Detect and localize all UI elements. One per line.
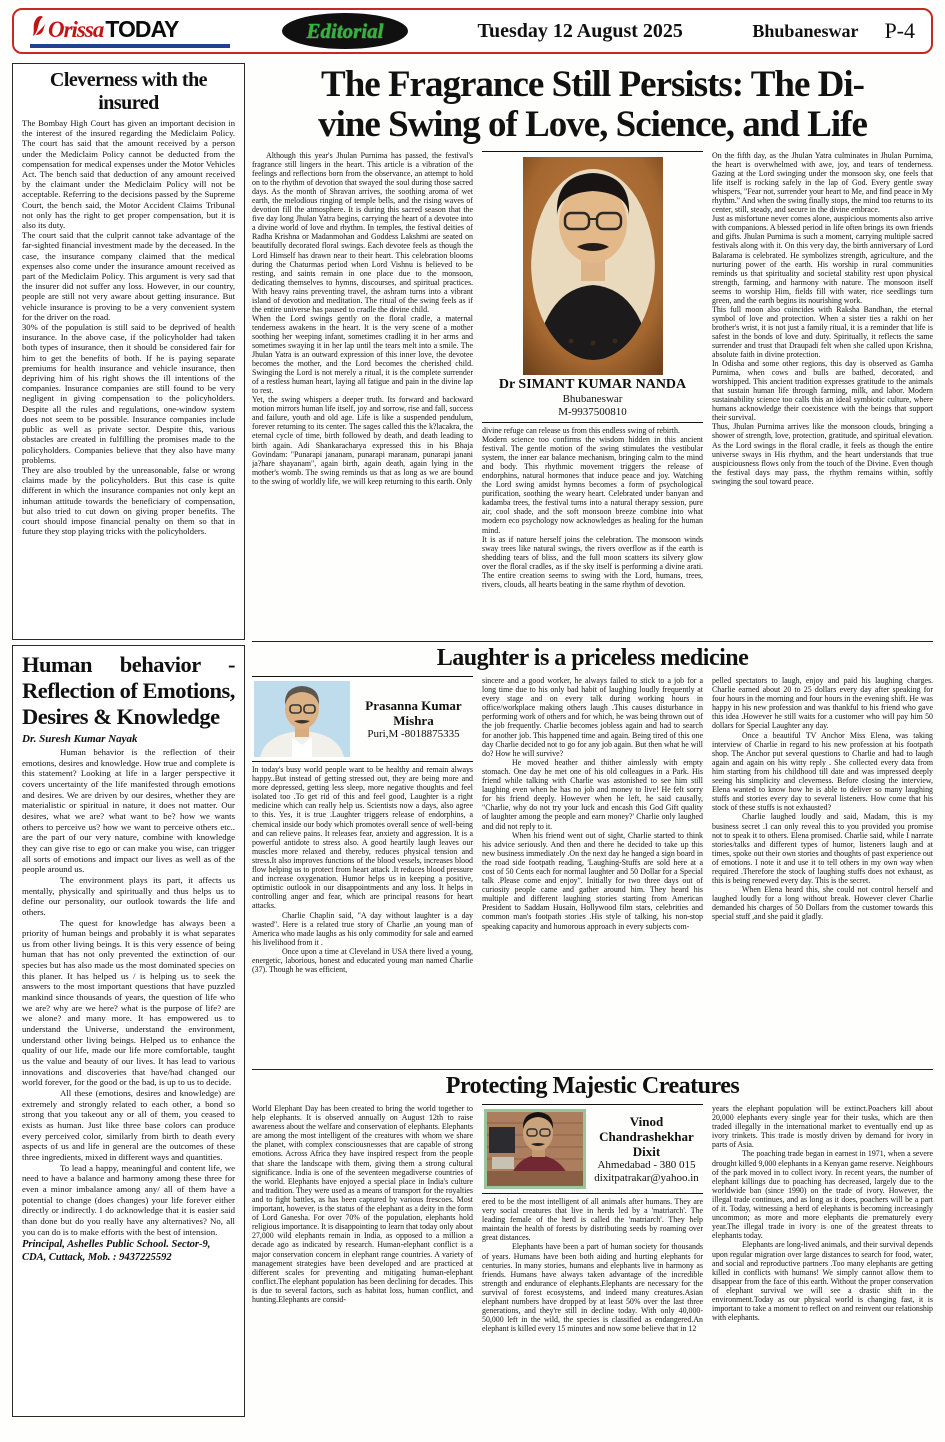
paragraph: The Bombay High Court has given an important decision in the interest of the insured regarding the Mediclaim Policy. The court has said that the amount received by a person under the Mediclaim Policy cannot be deducted from the compensation for medical expenses under the Motor Vehicles Act. The bench said that deduction of any amount received by the claimant under the Mediclaim Policy will not be acceptable. Referring to the decisions passed by the Supreme Court, the bench said, the Motor Accident Claims Tribunal not only has the right to get proper compensation, but it is also its duty. [22,118,235,231]
article-laughter [252,645,933,1070]
laughter-columns [252,676,933,1070]
author-email: dixitpatrakar@yahoo.in [594,1171,699,1184]
masthead-page-number: P-4 [884,18,915,43]
author-place: Bhubaneswar [562,393,623,405]
paragraph: Elephants are long-lived animals, and their survival depends upon regular migration over large distances to search for food, water, and social and reproductive partners .Too many elephants are getting killed in conflicts with humans! We simply cannot allow them to disappear from the face of this earth. Without the proper conservation of elephant survival we will see a drastic shift in the environment.Today as our physical world is changing fast, it is important to take a moment to reflect on and reinvent our relationship with elephants. [712,1240,933,1323]
paragraph: The court said that the culprit cannot take advantage of the far-sighted financial investment made by the deceased. In the case, the insurance company claimed that the medical expenses also come under the insurance amount received as part of the Mediclaim Policy. This argument is very sad that the insurer did not suffer any loss. However, in our country, people are still not very aware about getting insurance. But vehicle insurance is proving to be a very convenient system for the driver on the road. [22,230,235,322]
author-name: Vinod Chandrashekhar Dixit [599,1113,694,1159]
paragraph: This full moon also coincides with Raksha Bandhan, the eternal symbol of love and protection. When a sister ties a rakhi on her brother's wrist, it is not just a family ritual, it is a reminder that life is safest in the bonds of love and duty. Spiritually, it reflects the same surrender and trust that Draupadi felt when she called upon Krishna, absolute faith in divine protection. [712,304,933,360]
main-area [252,63,933,1422]
author-name: Dr SIMANT KUMAR NANDA [498,377,687,392]
headline-line: The Fragrance Still Persists: The Di- [321,64,864,105]
article-fragrance [252,65,933,642]
article-body [22,118,235,536]
editorial-badge-label: Editorial [306,18,384,43]
elephant-columns [252,1104,933,1422]
paragraph: To lead a happy, meaningful and content life, we need to have a balance and harmony among these three for even a minor imbalance among any/ all of them have a potential to change (does changes) your life forever either directly or indirectly. I do acknowledge that it is easier said than done but do you really have any alternatives? No, all you can do is to make efforts with the best of intension. [22,1162,235,1237]
paragraph: On the fifth day, as the Jhulan Yatra culminates in Jhulan Purnima, the heart is overwhelmed with awe, joy, and tears of tenderness. Gazing at the Lord swinging under the monsoon sky, one feels that life itself is rocking safely in the lap of God. Every gentle sway whispers, "Fear not, surrender your heart to Me, and find peace in My rhythm." And when the swing finally stops, the mind too returns to its center, still, steady, and secure in the divine embrace. [712,151,933,215]
paragraph: It is as if nature herself joins the celebration. The monsoon winds sway trees like natural swings, the rivers overflow as if the earth is shedding tears of bliss, and the full moon scatters its silvery glow over the floral cradles, as if the sky itself is performing a divine arati. The entire creation seems to swing with the Lord, humans, trees, rivers, clouds, all hearts beating in the same rhythm of devotion. [482,534,703,589]
column-2 [482,151,703,639]
newspaper-logo [30,15,248,48]
article-title [22,652,235,730]
main-headline [252,65,933,145]
paragraph: years the elephant population will be extinct.Poachers kill about 20,000 elephants every single year for their tusks, which are then traded illegally in the international market to eventually end up as ivory trinkets. This trade is mostly driven by demand for ivory in parts of Asia. [712,1104,933,1150]
paragraph: pelled spectators to laugh, enjoy and paid his laughing charges. Charlie earned about 20 to 25 dollars every day after speaking for four hours in the morning and four hours in the evening shift. He was happy in his new profession and was thankful to his friend who gave this idea .However he still waits for a customer who will pay him 50 dollars for Special Laughter any day. [712,676,933,731]
paragraph: World Elephant Day has been created to bring the world together to help elephants. It is observed annually on August 12th to raise awareness about the welfare and conservation of elephants. Elephants are among the most intelligent of the creatures with whom we share the planet, with complex consciousnesses that are capable of strong emotions. Across Africa they have inspired respect from the people that share the landscape with them, giving them a strong cultural significance. India is one of the seventeen megadiverse countries of the world. Elephants have enjoyed a special place in India's culture and tradition. They were used as a means of transport for the royalties and to fight battles, as has been captured by various frescoes. Most important, however, is the status of the elephant as a deity in the form of Lord Ganesha. For over 70% of the population, elephants hold religious importance. It is disappointing to learn that today only about 27,000 wild elephants remain in India, as opposed to a million a decade ago as indicated by research. Human-elephant conflict is a major conservation concern in elephant range countries. A variety of management strategies have been developed and are practiced at different scales for preventing and mitigating human-elephant conflict.The elephant population has been declining for decades. This is due to several factors, such as habitat loss, human conflict, and hunting.Elephants are consid- [252,1104,473,1304]
paragraph: In Odisha and some other regions, this day is observed as Gamha Purnima, when cows and bulls are bathed, decorated, and worshipped. This ancient tradition expresses gratitude to the animals that sustain human life through farming, milk, and labor. Modern sustainability science too calls this an ideal symbiotic culture, where humans acknowledge their coexistence with the beings that support their survival. [712,359,933,423]
logo-underline-bar [30,44,230,48]
paragraph: divine refuge can release us from this endless swing of rebirth. [482,426,680,435]
paragraph: The poaching trade began in earnest in 1971, when a severe drought killed 9,000 elephants in a Kenyan game reserve. Neighbours of the park moved in to collect ivory. In recent years, the number of elephant killings due to poaching has decreased, largely due to the worldwide ban (since 1990) on the trade of ivory. However, the illegal trade continues, and as long as it does, poachers will be a part of it. Today, witnessing a herd of elephants is becoming increasingly uncommon; as more and more elephants die prematurely every year.The illegal trade in ivory is one of the greatest threats to elephants today. [712,1149,933,1241]
author-byline-box [482,1104,703,1194]
paragraph: Once a beautiful TV Anchor Miss Elena, was taking interview of Charlie in regard to his new profession at his footpath shop. The Anchor put several questions to Charlie and had to laugh again and again on his witty reply . She collected every data from him starting from his childhood till date and was impressed deeply seeing his simplicity and cleverness. Before closing the interview, Elena wanted to know how he is able to deliver so many laughing stuffs and stories every day to several listeners. How come that his stock of these stuffs is not exhausted? [712,730,933,813]
author-place: Ahmedabad - 380 015 [597,1158,696,1171]
paragraph: When his friend went out of sight, Charlie started to think his advice seriously. And then and there he decided to take up this new business immediately .On the next day he hanged a sign board in the road side footpath reading, 'Laughing-Stuffs are sold here at a cost of 50 Cents each for normal laughter and 50 Dollar for a Special talk .Please come and enjoy". Initially for two three days out of curiosity people came and gather around him. They heard his multiple and different laughing stories starting from American President to Saddam Husain, Hollywood film stars, celebrities and common man's footpath stories .His style of talking, his non-stop speaking capacity and humorous approach in every subjects com- [482,830,703,931]
column-3 [712,151,933,639]
logo-bold: TODAY [105,15,179,42]
paragraph: Yet, the swing whispers a deeper truth. Its forward and backward motion mirrors human life itself, joy and sorrow, rise and fall, success and failure, youth and old age. Life is like a suspended pendulum, forever returning to its center. The sages called this the k?lacakra, the eternal cycle of time, birth followed by death, and death leading to birth again. Adi Shankaracharya expressed this in his Bhaja Govindam: "Punarapi jananam, punarapi maranam, punarapi janani ja?hare shayanam", again birth, again death, again lying in the mother's womb. The swing reminds us that as long as we are bound to the swing of worldly life, we will keep returning to this earth. Only [252,395,473,486]
paragraph: Human behavior is the reflection of their emotions, desires and knowledge. How true and complete is this statement? Looking at life in a larger perspective it covers uncertainty of the life manifested through emotions and desires. We are driven by our desires, whether they are materialistic or spiritual in nature, it does not matter. Our desires, what we are? what want to be? how we wants others to perceive us? how we want to perceive others etc.. are the part of our very nature, combine with knowledge they can give rise to ego or can make you wise, can trigger all sorts of emotions and impact our lives as well as of the people around us. [22,747,235,875]
paragraph: They are also troubled by the unreasonable, false or wrong claims made by the policyholders. But this case is quite different in which the insurance companies not only kept an inhuman attitude towards the beneficiary of compensation, but also tried to cut down on giving proper benefits. The court should impose financial penalty on them so that in future they stop playing tricks with the policyholders. [22,464,235,537]
paragraph: Charlie Chaplin said, "A day without laughter is a day wasted". Here is a related true story of Charlie ,an young man of America who made laughs as his only commodity for sale and earned his livelihood from it . [252,910,473,947]
title-line: Desires & Knowledge [22,704,220,729]
paragraph: When the Lord swings gently on the floral cradle, a maternal tenderness awakens in the heart. It is the very scene of a mother soothing her weeping infant, sometimes cradling it in her arms and sometimes swaying it in her lap until the tears melt into a smile. The Jhulan Yatra is an outward expression of this inner love, the devotee becomes the mother, and the Lord becomes the cherished child. Swinging the Lord is not merely a ritual, it is the complete surrender of a restless human heart, laying all fatigue and pain in the divine lap to rest. [252,313,473,396]
author-photo-box [482,151,703,423]
article-elephant [252,1073,933,1422]
portrait-photo-prasanna-mishra [254,681,350,757]
logo-script: Orissa [48,16,104,42]
section-title: Protecting Majestic Creatures [445,1073,740,1099]
title-line: Human behavior - [22,652,235,677]
column-1-text [252,765,473,974]
byline-text [592,1114,701,1185]
paragraph: Once upon a time at Cleveland in USA there lived a young, energetic, laborious, honest and educated young man named Charlie (37). Though he was efficient, [252,946,473,975]
byline-text [356,698,471,741]
article-body [22,747,235,1237]
masthead-city: Bhubaneswar [752,20,859,41]
column-3 [712,1104,933,1422]
section-title: Laughter is a priceless medicine [436,645,749,671]
paragraph: sincere and a good worker, he always failed to stick to a job for a long time due to his only bad habit of laughing loudly frequently at every stage and on every talk during working hours in office/workplace making others laugh .This causes disturbance in performing work of others and for which, he was being thrown out of the job frequently. Charlie becomes jobless again and had to search for another job. This happened time and again. Being tired of this one day Charlie decided not to go for any job again. But then what he will do? How he will survive? [482,676,703,758]
fragrance-columns [252,151,933,642]
title-line: Reflection of Emotions, [22,678,235,703]
column-1 [252,151,473,639]
author-contact: Puri,M -8018875335 [367,727,460,740]
paragraph: ered to be the most intelligent of all animals after humans. They are very social creatures that live in herds led by a 'matriarch'. The leading female of the herd is called the 'matriarch'. They help maintain the health of forests by distributing seeds by roaming over great distances. [482,1197,703,1243]
page-content [12,63,933,1422]
headline-line: vine Swing of Love, Science, and Life [318,104,867,145]
article-title: Cleverness with the insured [49,69,208,114]
column-1 [252,676,473,1067]
masthead [12,8,933,54]
author-byline-box [252,676,473,762]
column-2 [482,676,703,1067]
paragraph: All these (emotions, desires and knowledge) are extremely and strongly related to each other, a bond so strong that you takeout any or all of them, you ceased to exists as human. Just like three base colors can produce every perceived color, similarly from birth to death every aspects of us and life in general are the outcomes of these three ingredients, mixed in different ways and quantities. [22,1088,235,1162]
paragraph: Elephants have been a part of human society for thousands of years. Humans have been both aiding and hurting elephants for centuries. In many stories, humans and elephants live in harmony as friends. Humans have always taken advantage of the incredible strength and endurance of elephants.Elephants are necessary for the survival of forest ecosystems, and indeed many creatures.Asian elephant numbers have dropped by at least 50% over the last three generations, and they're still in decline today. With only 40,000-50,000 left in the wild, the species is classified as endangered.An elephant is killed every 15 minutes and now some believe that in 12 [482,1242,703,1334]
column-2-text [482,1197,703,1333]
paragraph: Although this year's Jhulan Purnima has passed, the festival's fragrance still lingers in the heart. This article is a vibration of the feelings and reflections born from the observance, an attempt to hold on to the rhythm of devotion that swayed the soul during those sacred days. As the month of Shravan arrives, the soothing aroma of wet earth, the melodious ringing of temple bells, and the rising waves of devotion fill the atmosphere. It is during this sacred season that the five day long Jhulan Yatra begins, carrying the heart of a devotee into a divine world of love and rhythm. In temples, the festival deities of Radha Krishna or Madanmohan and Goddess Lakshmi are seated on beautifully decorated floral swings. Each devotee feels as though the Lord Himself has drawn near to their heart. This celebration blooms during the Chaturmas period when Lord Vishnu is believed to be resting, and saints remain in one place due to the monsoon, dedicating themselves to hymns, discourses, and spiritual practices. With heavy rains preventing travel, the ashram turns into a vibrant island of devotion and meditation. The ritual of the swing feels as if the entire universe has paused to cradle the divine child. [252,151,473,314]
paragraph: He moved heather and thither aimlessly with empty stomach. One day he met one of his old colleagues in a Park. His friend while talking with Charlie was astonished to see him still laughing even when he has no job and money to live! He felt sorry for his friend deeply. However when he left, he said causally, "Charlie, why do not try your luck and encash this God Gift quality of laughter among the people and earn money?' Charlie only laughed and did not reply to it. [482,757,703,831]
column-2 [482,1104,703,1422]
left-rail [12,63,245,1422]
paragraph: In today's busy world people want to be healthy and remain always happy..But instead of getting stressed out, they are being more and more depressed, getting less sleep, more negative thoughts and feel isolated too .To get rid of this and feel good, Laughter is a right medicine which can really help us. Scientists now a days, also agree to this. Yes, it is true .Laughter triggers release of endorphins, a chemical inside our body which promotes overall sence of well-being and can relieve pains. It releases fear, anxiety and aggression. It is a powerful antidote to stress also. A good heartily laugh leaves our muscles more relaxed and thereby, reduces physical tension and stress.It also improves functions of the blood vessels, increases blood flow helping us to protect from heart attack .It reduces blood pressure and increase oxygenation. Humor helps us in keeping a positive, optimistic outlook in our disappointments and any loss. It helps in controlling anger and fear, which are principal reasons for heart attacks. [252,765,473,911]
brush-stroke-icon [30,15,46,37]
portrait-photo-vinod-dixit [484,1109,586,1189]
editorial-badge [282,13,408,49]
paragraph: Charlie laughed loudly and said, Madam, this is my business secret .I can only reveal this to you provided you promise not to speak it to others. Elena promised. Charlie said, while I narrate stories/talks and different types of humor, listeners laugh and at times, spoke out their own stories and thoughts of past experience out of emotions. I note it and use it to tell others in my own way when required .Therefore the stock of laughing stuffs does not exhaust, as this is being renewed every day. This is the secret. [712,812,933,886]
paragraph: The environment plays its part, it affects us mentally, physically and spiritually and thus helps us to define our personality, our outlook towards the life and others. [22,874,235,917]
author-signature: Principal, Ashelles Public School. Sector-9, CDA, Cuttack, Mob. : 9437225592 [22,1239,211,1263]
author-name: Prasanna Kumar Mishra [365,697,462,728]
portrait-photo-simant-nanda [523,157,663,375]
article-cleverness-insured [12,63,245,640]
paragraph: Thus, Jhulan Purnima arrives like the monsoon clouds, bringing a shower of strength, love, protection, gratitude, and spiritual elevation. As the Lord swings in the floral cradle, it feels as though the entire universe sways in His rhythm, and the heart understands that true auspiciousness flows only from the touch of the Divine. Even though the festival days may pass, the rhythm remains within, softly swinging the soul toward peace. [712,422,933,486]
column-1 [252,1104,473,1422]
paragraph: 30% of the population is still said to be deprived of health insurance. In the above case, if the policyholder had taken both types of insurance, then it should be considered fair for him to get the benefits of both. If he is paying separate premiums for health insurance and vehicle insurance, then depriving him of his right shows the ill intentions of the companies. Insurance companies are still found to be very negligent in giving compensation to the policyholders. Despite all the rules and regulations, one-window system does not seem to be possible. Insurance companies include public as well as private sector. Despite this, various obstacles are created in fulfilling the promises made to the policyholders. Companies believe that they also have many problems. [22,322,235,465]
column-3 [712,676,933,1067]
paragraph: Modern science too confirms the wisdom hidden in this ancient festival. The gentle motion of the swing stimulates the vestibular system, the inner ear balance mechanism, bringing calm to the mind and body. This rhythmic movement triggers the release of endorphins, natural hormones that induce peace and joy. Watching the Lord swing amidst hymns becomes a form of psychological purification, soothing the weary heart. Celebrated under banyan and kadamba trees, the festival turns into a natural therapy session, pure air, cool shade, and the soft monsoon breeze combine into what modern eco psychology now acknowledges as healing for the human mind. [482,435,703,535]
paragraph: When Elena heard this, she could not control herself and laughed loudly for a long without break. However clever Charlie demanded his charges of 50 Dollars from the customer towards this special stuff ,and she paid it gladly. [712,885,933,922]
author-byline: Dr. Suresh Kumar Nayak [22,733,138,745]
article-human-behavior [12,645,245,1417]
author-phone: M-9937500810 [558,406,627,418]
paragraph: Just as misfortune never comes alone, auspicious moments also arrive with companions. A blessed period in life often brings its own friends and gifts. Jhulan Purnima is such a moment, carrying multiple sacred festivals along with it. On this very day, the birth anniversary of Lord Balarama is celebrated. He symbolizes strength, agriculture, and the nurturing power of the earth. His worship in rural communities reminds us that spirituality and societal stability rest upon physical strength, farming, and harmony with nature. The monsoon itself seems to worship Him, fields fill with water, rice seedlings turn green, and the earth begins its nourishing work. [712,214,933,305]
column-2-text [482,426,703,589]
paragraph: The quest for knowledge has always been a priority of human beings and probably it is what separates us from other living beings. It is this very essence of being human that has not only prevented the extinction of our species but has also made us the most dominated species on this planer. It has helped us / is helping us to seek the answers to the most important questions that have puzzled mankind since thousands of years, the question of life who we are? why are we here? what is the purpose of life? are we alone? and many more. It has empowered us to understand the Universe, understand the environment, understand other living beings. Helped us to enhance the quality of our life, made our life more comfortable, taught us the value and beauty of our lives. It has lead to various innovations and discoveries that have/had changed our world forever, for the good or the bad, is up to us to decide. [22,917,235,1088]
masthead-date: Tuesday 12 August 2025 [477,19,683,42]
